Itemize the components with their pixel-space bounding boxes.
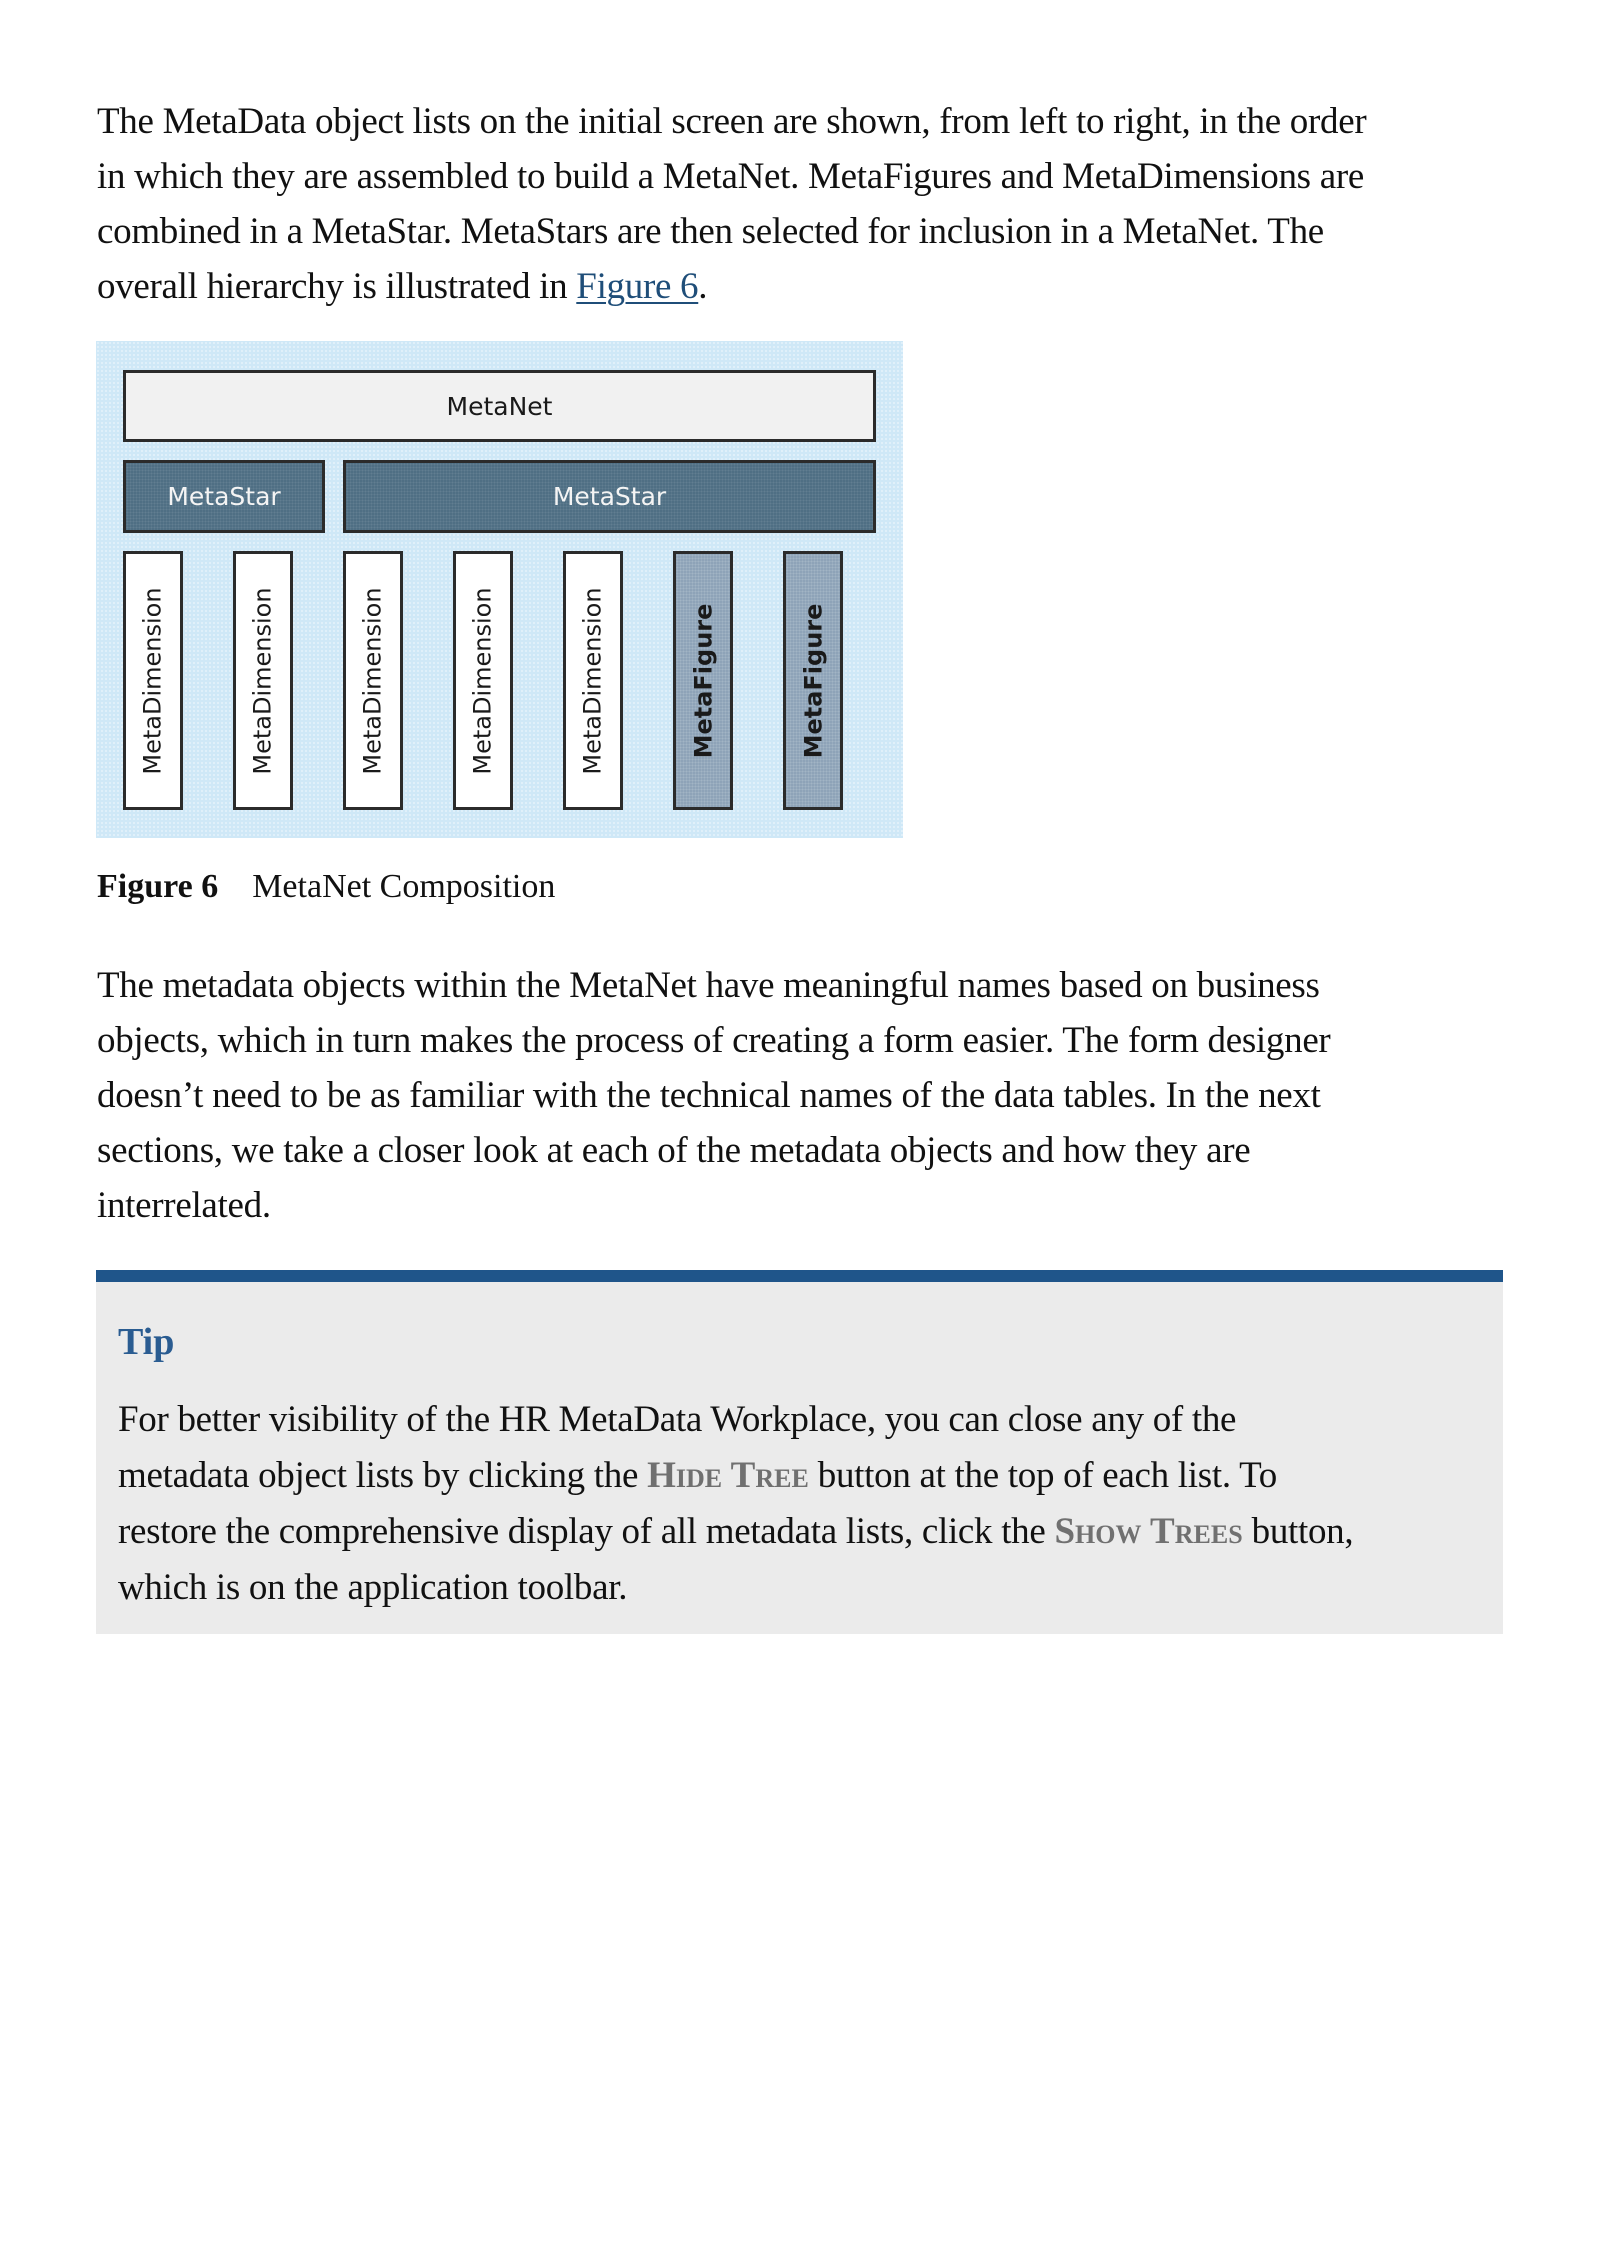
- metafigure-label: MetaFigure: [799, 603, 828, 758]
- text-line: The metadata objects within the MetaNet have meaningful names based on business: [97, 965, 1320, 1006]
- metafigure-label: MetaFigure: [689, 603, 718, 758]
- tip-title: Tip: [118, 1321, 175, 1363]
- metanet-composition-diagram: [96, 341, 903, 838]
- text-line: [97, 259, 1517, 314]
- text-line: combined in a MetaStar. MetaStars are then selected for inclusion in a MetaNet. The: [97, 211, 1324, 252]
- text-line: interrelated.: [97, 1185, 271, 1226]
- tip-callout: [96, 1270, 1503, 1634]
- metadimension-label: MetaDimension: [579, 586, 608, 775]
- metadimension-label: MetaDimension: [469, 586, 498, 775]
- metadimension-box: [123, 551, 183, 810]
- metadimension-box: [233, 551, 293, 810]
- text-line: [118, 1448, 1498, 1504]
- text-line: in which they are assembled to build a MetaNet. MetaFigures and MetaDimensions are: [97, 156, 1364, 197]
- text-line: sections, we take a closer look at each of the metadata objects and how they are: [97, 1130, 1251, 1171]
- metadimension-label: MetaDimension: [359, 586, 388, 775]
- hide-tree-button-ref: Hide Tree: [647, 1455, 809, 1496]
- text-line: objects, which in turn makes the process of creating a form easier. The form designer: [97, 1020, 1331, 1061]
- metastar-label: MetaStar: [167, 482, 281, 511]
- metanet-box: [123, 370, 876, 442]
- text-fragment: metadata object lists by clicking the: [118, 1455, 648, 1496]
- metafigure-box: [673, 551, 733, 810]
- text-line: The MetaData object lists on the initial screen are shown, from left to right, in the order: [97, 101, 1367, 142]
- metadimension-box: [563, 551, 623, 810]
- metanet-label: MetaNet: [446, 391, 553, 421]
- show-trees-button-ref: Show Trees: [1054, 1511, 1243, 1552]
- caption-label: Figure 6: [97, 868, 219, 905]
- text-line: For better visibility of the HR MetaData Workplace, you can close any of the: [118, 1399, 1237, 1440]
- text-fragment: restore the comprehensive display of all metadata lists, click the: [118, 1511, 1055, 1552]
- text-fragment: button,: [1242, 1511, 1354, 1552]
- figure-6-link[interactable]: Figure 6: [576, 266, 699, 307]
- metafigure-box: [783, 551, 843, 810]
- metadimension-label: MetaDimension: [139, 586, 168, 775]
- metadimension-box: [343, 551, 403, 810]
- metastar-label: MetaStar: [552, 482, 667, 511]
- tip-body: [118, 1392, 1498, 1616]
- intro-paragraph: [97, 94, 1517, 314]
- metastar-box: [343, 460, 876, 533]
- metadimension-box: [453, 551, 513, 810]
- body-paragraph: [97, 958, 1517, 1233]
- text-line: which is on the application toolbar.: [118, 1567, 628, 1608]
- text-line: [118, 1504, 1498, 1560]
- text-fragment: .: [698, 266, 708, 307]
- metastar-box: [123, 460, 325, 533]
- figure-caption: [97, 863, 555, 911]
- text-fragment: button at the top of each list. To: [808, 1455, 1277, 1496]
- text-line: doesn’t need to be as familiar with the technical names of the data tables. In the next: [97, 1075, 1321, 1116]
- caption-text: MetaNet Composition: [252, 868, 556, 905]
- metadimension-label: MetaDimension: [249, 586, 278, 775]
- text-fragment: overall hierarchy is illustrated in: [97, 266, 577, 307]
